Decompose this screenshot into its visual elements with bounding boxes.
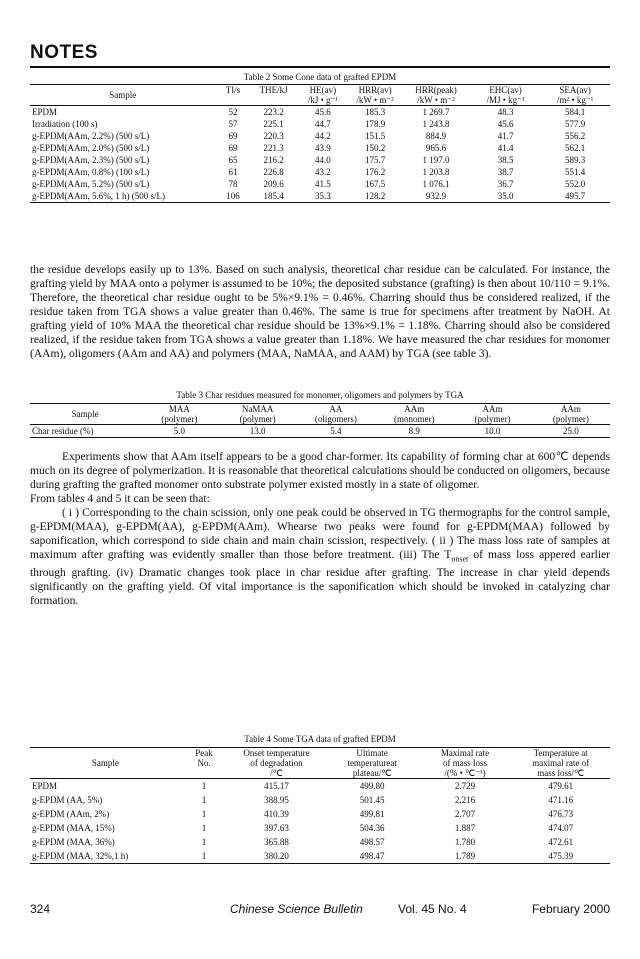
table-cell: 69 bbox=[228, 143, 238, 153]
table-cell: 475.39 bbox=[548, 851, 574, 861]
table3-header-sub: (polymer) bbox=[552, 414, 589, 424]
table-cell: 1 bbox=[201, 795, 207, 805]
table-cell: 551.4 bbox=[565, 167, 586, 177]
table-row bbox=[30, 793, 610, 807]
table-cell: 932.9 bbox=[425, 191, 447, 201]
table2-header-unit bbox=[250, 95, 296, 106]
table-cell: 185.3 bbox=[364, 107, 386, 117]
table4-header-line1: Ultimate bbox=[356, 748, 388, 758]
table-cell: 128.2 bbox=[364, 191, 386, 201]
table-cell: 584.1 bbox=[565, 107, 586, 117]
table-cell: 556.2 bbox=[565, 131, 586, 141]
findings-subscript: onset bbox=[451, 554, 469, 564]
table4-header-row-2 bbox=[30, 758, 610, 768]
table-cell: g-EPDM(AAm, 2.0%) (500 s/L) bbox=[32, 143, 150, 153]
table3-header-cell: Sample bbox=[71, 409, 99, 419]
table2 bbox=[30, 84, 610, 203]
table-cell: 41.7 bbox=[497, 131, 514, 141]
table3-header-sub: (polymer) bbox=[474, 414, 511, 424]
table-cell: 1 bbox=[201, 781, 207, 791]
table-cell: 216.2 bbox=[263, 155, 284, 165]
table4-header-row-1 bbox=[30, 748, 610, 759]
table-cell: 5.0 bbox=[173, 426, 185, 436]
table4-header-line3: /℃ bbox=[270, 768, 283, 778]
table3-header-row bbox=[30, 404, 610, 415]
table-cell: 474.07 bbox=[548, 823, 574, 833]
table-row bbox=[30, 849, 610, 864]
table-cell: 5.4 bbox=[330, 426, 342, 436]
table-cell: g-EPDM(AAm, 5.6%, 1 h) (500 s/L) bbox=[32, 191, 165, 201]
table4-header-line3 bbox=[181, 768, 227, 779]
table3-body bbox=[30, 425, 610, 438]
table2-header-unit: /MJ • kg⁻¹ bbox=[486, 95, 525, 105]
table-cell: 35.0 bbox=[497, 191, 514, 201]
table-cell: 225.1 bbox=[263, 119, 284, 129]
table2-header-cell: Sample bbox=[109, 90, 137, 100]
table3-header-cell: AAm bbox=[482, 404, 503, 414]
table-row bbox=[30, 821, 610, 835]
table-row bbox=[30, 106, 610, 119]
table-row bbox=[30, 190, 610, 203]
table-cell: 1 bbox=[201, 823, 207, 833]
findings-text-tail: of mass loss appered earlier through grafting. (iv) Dramatic changes took place in char residue after grafting. The increase in char yield depends significantly on the grafting yield. Of vital importance is the saponification which should be invoked in catalyzing char formation. bbox=[30, 549, 610, 608]
table-cell: 476.73 bbox=[548, 809, 574, 819]
table4-header-line3: /(% • ℃⁻¹) bbox=[444, 768, 486, 778]
table-cell: 167.5 bbox=[364, 179, 386, 189]
table-row bbox=[30, 178, 610, 190]
table-cell: 562.1 bbox=[565, 143, 586, 153]
issue-date: February 2000 bbox=[531, 902, 610, 916]
table4-header-line2: maximal rate of bbox=[532, 758, 590, 768]
table-cell: 10.0 bbox=[484, 426, 501, 436]
table3-header-cell: MAA bbox=[168, 404, 190, 414]
table-cell: 498.57 bbox=[359, 837, 385, 847]
table-cell: 150.2 bbox=[364, 143, 386, 153]
table-cell: 44.2 bbox=[315, 131, 331, 141]
table2-header-cell: SEA(av) bbox=[559, 85, 591, 95]
table2-header-row bbox=[30, 85, 610, 96]
table2-header-cell: HRR(peak) bbox=[415, 85, 457, 95]
table2-header-unit: /kW • m⁻² bbox=[356, 95, 394, 105]
table-cell: 185.4 bbox=[263, 191, 284, 201]
table-cell: 226.8 bbox=[263, 167, 284, 177]
table-row bbox=[30, 154, 610, 166]
table-row bbox=[30, 130, 610, 142]
table3-header-cell: AAm bbox=[560, 404, 581, 414]
table3-header-sub: (monomer) bbox=[393, 414, 435, 424]
table-cell: g-EPDM(AAm, 5.2%) (500 s/L) bbox=[32, 179, 150, 189]
table4-header-line2: Sample bbox=[91, 758, 119, 768]
table-cell: 1 bbox=[201, 809, 207, 819]
table4-header-line2: temperatureat bbox=[347, 758, 397, 768]
table-cell: 499.81 bbox=[359, 809, 385, 819]
table-cell: 43.2 bbox=[315, 167, 331, 177]
table-cell: 1.887 bbox=[454, 823, 476, 833]
table2-header-unit bbox=[216, 95, 251, 106]
table-cell: 151.5 bbox=[364, 131, 386, 141]
table4-header-line2: No. bbox=[197, 758, 211, 768]
table3-header-sub: (oligomers) bbox=[314, 414, 357, 424]
table-cell: 48.3 bbox=[497, 107, 514, 117]
table-cell: 1 bbox=[201, 851, 207, 861]
table-cell: 220.3 bbox=[263, 131, 284, 141]
table-cell: 36.7 bbox=[497, 179, 514, 189]
table-cell: 44.0 bbox=[315, 155, 331, 165]
paragraph-experiments-text: Experiments show that AAm itself appears to be a good char-former. Its capability of forming char at 600℃ depends much on its degree of polymerization. It is reasonable that theoretical calculations should be conducted on oligomers, because during grafting the grafted monomer onto substrate polymer existed mostly in a state of oligomer. bbox=[30, 451, 610, 491]
table3-caption: Table 3 Char residues measured for monomer, oligomers and polymers by TGA bbox=[176, 390, 464, 400]
table-cell: 176.2 bbox=[364, 167, 386, 177]
table-cell: 69 bbox=[228, 131, 238, 141]
table4-header-line1: Onset temperature bbox=[243, 748, 310, 758]
table-cell: 380.20 bbox=[264, 851, 289, 861]
table-cell: Irradiation (100 s) bbox=[32, 119, 98, 129]
table-cell: 884.9 bbox=[425, 131, 447, 141]
table-cell: g-EPDM (MAA, 36%) bbox=[32, 837, 115, 847]
table-cell: 223.2 bbox=[263, 107, 284, 117]
table-cell: 410.39 bbox=[264, 809, 289, 819]
table4-header-line1: Peak bbox=[195, 748, 213, 758]
table4-caption: Table 4 Some TGA data of grafted EPDM bbox=[244, 734, 396, 744]
table2-header-unit: /kJ • g⁻¹ bbox=[307, 95, 338, 105]
table-row bbox=[30, 835, 610, 849]
table-cell: 209.6 bbox=[263, 179, 284, 189]
table2-header-cell: HRR(av) bbox=[358, 85, 392, 95]
table4-header-line3: plateau/℃ bbox=[352, 768, 392, 778]
findings-text: ( i ) Corresponding to the chain scission, only one peak could be observed in TG thermographs for the control sample, g-EPDM(MAA), g-EPDM(AA), g-EPDM(AAm). Whearse two peaks were found for g-EPDM(MAA) followed by saponification, which correspond to side chain and main chain scission, respectively. ( ii ) The mass loss rate of samples at maximum after grafting was evidently smaller than those before treatment. (iii) The T bbox=[30, 507, 610, 561]
table-cell: 45.6 bbox=[315, 107, 331, 117]
table2-header-cell: TI/s bbox=[225, 85, 241, 95]
table-cell: 1 243.8 bbox=[422, 119, 450, 129]
table3-header-cell: AA bbox=[329, 404, 343, 414]
table-row bbox=[30, 779, 610, 794]
table-cell: g-EPDM (MAA, 32%,1 h) bbox=[32, 851, 129, 861]
table4-header-line1: Maximal rate bbox=[440, 748, 490, 758]
table-cell: 45.6 bbox=[497, 119, 514, 129]
table2-header-unit: /kW • m⁻² bbox=[417, 95, 455, 105]
table4 bbox=[30, 747, 610, 864]
table-cell: 52 bbox=[228, 107, 238, 117]
table2-header-unit: /m² • kg⁻¹ bbox=[557, 95, 594, 105]
journal-volume: Vol. 45 No. 4 bbox=[398, 902, 467, 916]
table-cell: 589.3 bbox=[565, 155, 586, 165]
table4-header-line1: Temperature at bbox=[533, 748, 588, 758]
table3-header-cell: AAm bbox=[404, 404, 425, 414]
table-cell: EPDM bbox=[32, 781, 58, 791]
table2-header-cell: THE/kJ bbox=[259, 85, 288, 95]
table-cell: g-EPDM (AAm, 2%) bbox=[32, 809, 110, 819]
table-cell: 2.707 bbox=[454, 809, 476, 819]
journal-name: Chinese Science Bulletin bbox=[230, 902, 363, 916]
table-cell: 471.16 bbox=[548, 795, 574, 805]
table-cell: 552.0 bbox=[565, 179, 586, 189]
table2-header-cell: HE(av) bbox=[309, 85, 337, 95]
table-cell: 499.80 bbox=[359, 781, 385, 791]
table-cell: g-EPDM(AAm, 2.3%) (500 s/L) bbox=[32, 155, 150, 165]
table4-header-row-3 bbox=[30, 768, 610, 779]
table-cell: 1.780 bbox=[454, 837, 476, 847]
table4-header-line2: of degradation bbox=[250, 758, 303, 768]
table-cell: 1 bbox=[201, 837, 207, 847]
table-cell: 388.95 bbox=[264, 795, 289, 805]
table3-header-cell: NaMAA bbox=[241, 404, 274, 414]
section-title: NOTES bbox=[30, 42, 98, 63]
table-cell: g-EPDM (MAA, 15%) bbox=[32, 823, 115, 833]
table-cell: g-EPDM(AAm, 2.2%) (500 s/L) bbox=[32, 131, 150, 141]
table-cell: 38.7 bbox=[497, 167, 514, 177]
table-cell: 13.0 bbox=[249, 426, 266, 436]
table-cell: g-EPDM (AA, 5%) bbox=[32, 795, 103, 805]
table-cell: g-EPDM(AAm, 0.8%) (100 s/L) bbox=[32, 167, 150, 177]
paragraph-text: the residue develops easily up to 13%. Based on such analysis, theoretical char residue can be calculated. For instance, the grafting yield by MAA onto a polymer is assumed to be 10%; the deposited substance (grafting) is then about 10/110 = 9.1%. Therefore, the theoretical char residue ought to be 5%×9.1% = 0.46%. Charring should thus be considered realized, if the residue taken from TGA shows a value greater than 0.46%. The same is true for specimens after treatment by NaOH. At grafting yield of 10% MAA the theoretical char residue should be 13%×9.1% = 1.18%. Charring should also be considered realized, if the residue taken from TGA shows a value greater than 1.18%. We have measured the char residues for monomer (AAm), oligomers (AAm and AA) and polymers (MAA, NaMAA, and AAM) by TGA (see table 3). bbox=[30, 264, 610, 360]
table-cell: 498.47 bbox=[359, 851, 385, 861]
table-row bbox=[30, 425, 610, 438]
paragraph-tables-intro: From tables 4 and 5 it can be seen that: bbox=[30, 493, 210, 505]
table-cell: 495.7 bbox=[565, 191, 586, 201]
table-cell: 221.3 bbox=[263, 143, 284, 153]
table-cell: EPDM bbox=[32, 107, 58, 117]
table-cell: 1 076.1 bbox=[422, 179, 450, 189]
table-cell: 415.17 bbox=[264, 781, 289, 791]
table-cell: 2.729 bbox=[454, 781, 476, 791]
table4-header-line2: of mass loss bbox=[442, 758, 487, 768]
table-cell: Char residue (%) bbox=[32, 426, 94, 436]
paragraph-experiments bbox=[30, 450, 610, 608]
table-cell: 577.9 bbox=[565, 119, 586, 129]
table-row bbox=[30, 807, 610, 821]
paragraph-findings bbox=[30, 506, 610, 608]
table-cell: 106 bbox=[226, 191, 240, 201]
table-row bbox=[30, 118, 610, 130]
table-cell: 25.0 bbox=[562, 426, 579, 436]
table3-header-sub: (polymer) bbox=[161, 414, 198, 424]
table-cell: 61 bbox=[228, 167, 238, 177]
table2-caption: Table 2 Some Cone data of grafted EPDM bbox=[243, 72, 397, 82]
table-cell: 479.61 bbox=[548, 781, 574, 791]
table-cell: 57 bbox=[228, 119, 238, 129]
table4-header-line3: mass loss/℃ bbox=[537, 768, 585, 778]
table-cell: 178.9 bbox=[364, 119, 386, 129]
table-cell: 504.36 bbox=[359, 823, 385, 833]
table2-body bbox=[30, 106, 610, 203]
table-cell: 78 bbox=[228, 179, 238, 189]
table-row bbox=[30, 142, 610, 154]
table-cell: 8.9 bbox=[408, 426, 420, 436]
table-cell: 365.88 bbox=[264, 837, 289, 847]
table4-header-line1 bbox=[30, 748, 181, 759]
table-cell: 44.7 bbox=[315, 119, 331, 129]
table-cell: 65 bbox=[228, 155, 238, 165]
table-cell: 38.5 bbox=[497, 155, 514, 165]
table-cell: 501.45 bbox=[359, 795, 385, 805]
paragraph-char-residue bbox=[30, 263, 610, 361]
table-cell: 41.5 bbox=[315, 179, 331, 189]
table4-header-line3 bbox=[30, 768, 181, 779]
table-cell: 965.6 bbox=[425, 143, 447, 153]
table4-body bbox=[30, 779, 610, 864]
table-cell: 1 203.8 bbox=[422, 167, 450, 177]
table-cell: 1 197.0 bbox=[422, 155, 450, 165]
table-cell: 175.7 bbox=[364, 155, 386, 165]
table-cell: 35.3 bbox=[315, 191, 331, 201]
table3 bbox=[30, 403, 610, 438]
table-cell: 397.63 bbox=[264, 823, 289, 833]
table-row bbox=[30, 166, 610, 178]
table-cell: 1 269.7 bbox=[422, 107, 450, 117]
table3-header-sub: (polymer) bbox=[239, 414, 276, 424]
table-cell: 1.789 bbox=[454, 851, 476, 861]
section-rule bbox=[30, 66, 610, 68]
table-cell: 43.9 bbox=[315, 143, 331, 153]
table-cell: 472.61 bbox=[548, 837, 574, 847]
table2-header-cell: EHC(av) bbox=[489, 85, 522, 95]
table-cell: 2.216 bbox=[454, 795, 476, 805]
table-cell: 41.4 bbox=[497, 143, 514, 153]
page-number: 324 bbox=[30, 902, 51, 916]
